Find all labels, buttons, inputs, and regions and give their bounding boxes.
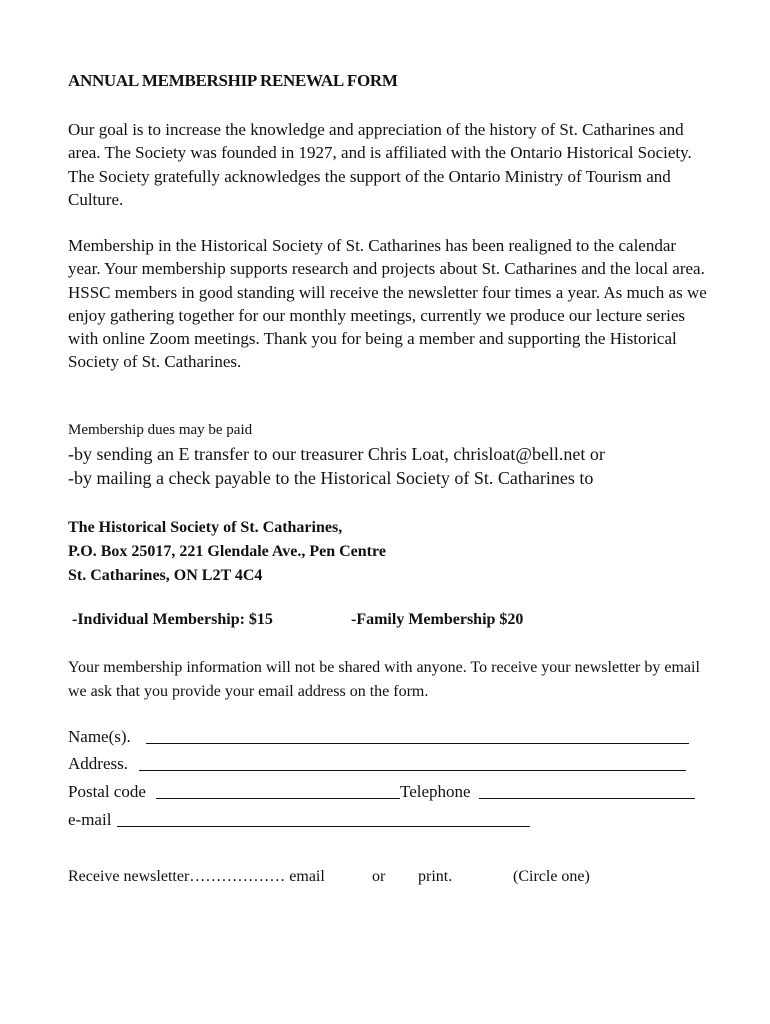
newsletter-or: or — [372, 868, 386, 885]
postal-code-input-line[interactable] — [156, 798, 400, 799]
telephone-label: Telephone — [400, 782, 471, 801]
payment-option-cheque: -by mailing a check payable to the Historical Society of St. Catharines to — [68, 468, 594, 488]
postal-code-label: Postal code — [68, 782, 146, 801]
newsletter-label: Receive newsletter……………… email — [68, 868, 325, 885]
mailing-address — [68, 516, 386, 588]
email-label: e-mail — [68, 810, 112, 829]
newsletter-circle-hint: (Circle one) — [513, 868, 590, 885]
name-label: Name(s). — [68, 727, 131, 746]
payment-option-etransfer: -by sending an E transfer to our treasurer Chris Loat, chrisloat@bell.net or — [68, 444, 605, 464]
name-input-line[interactable] — [146, 743, 689, 744]
address-label: Address. — [68, 754, 128, 773]
family-fee: -Family Membership $20 — [351, 611, 524, 628]
form-title: ANNUAL MEMBERSHIP RENEWAL FORM — [68, 71, 398, 90]
individual-fee: -Individual Membership: $15 — [72, 611, 273, 628]
address-input-line[interactable] — [139, 770, 686, 771]
dues-intro: Membership dues may be paid — [68, 422, 253, 438]
newsletter-print-option[interactable]: print. — [418, 868, 453, 885]
address-line-2: P.O. Box 25017, 221 Glendale Ave., Pen Centre — [68, 543, 386, 560]
telephone-input-line[interactable] — [479, 798, 695, 799]
intro-paragraph: Our goal is to increase the knowledge and appreciation of the history of St. Catharines and area. The Society was founded in 1927, and is affiliated with the Ontario Historical Society. The Society gratefully acknowledges the support of the Ontario Ministry of Tourism and Culture. — [68, 120, 692, 209]
membership-paragraph: Membership in the Historical Society of St. Catharines has been realigned to the calendar year. Your membership supports research and projects about St. Catharines and the local area. HSSC members in good standing will receive the newsletter four times a year. As much as we enjoy gathering together for our monthly meetings, currently we produce our lecture series with online Zoom meetings. Thank you for being a member and supporting the Historical Society of St. Catharines. — [68, 236, 707, 372]
privacy-note: Your membership information will not be shared with anyone. To receive your newsletter by email we ask that you provide your email address on the form. — [68, 659, 700, 700]
address-line-1: The Historical Society of St. Catharines, — [68, 519, 343, 536]
email-input-line[interactable] — [117, 826, 530, 827]
address-line-3: St. Catharines, ON L2T 4C4 — [68, 567, 263, 584]
